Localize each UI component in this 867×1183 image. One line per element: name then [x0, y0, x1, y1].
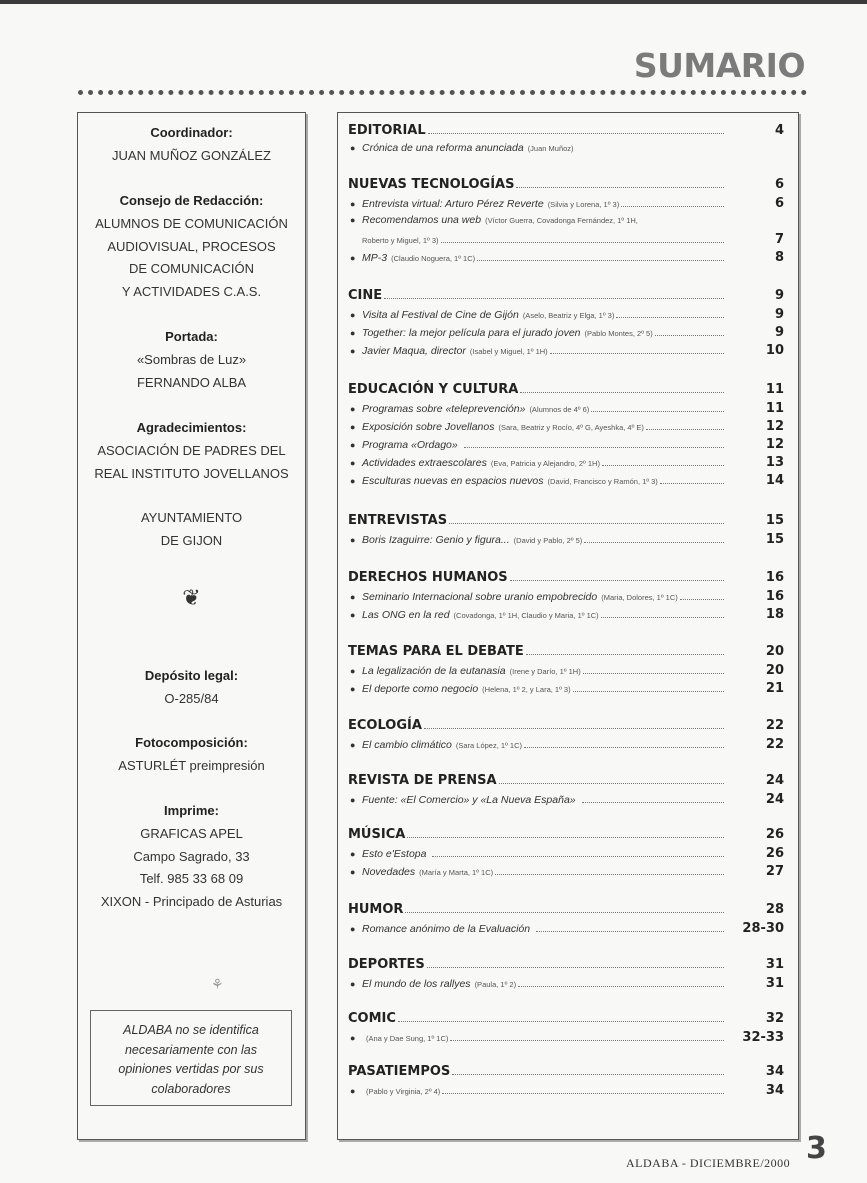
credit-line: Campo Sagrado, 33 [133, 848, 250, 864]
credit-line: ASOCIACIÓN DE PADRES DEL [97, 443, 286, 458]
bullet-icon: ● [350, 199, 356, 209]
entry-page: 21 [765, 681, 784, 696]
entry-title: Esto e'Estopa [362, 848, 427, 860]
entry-author: (María y Marta, 1º 1C) [419, 868, 494, 877]
section-page: 6 [774, 177, 784, 192]
section-title[interactable]: ECOLOGÍA [348, 718, 422, 733]
section-title[interactable]: TEMAS PARA EL DEBATE [348, 644, 524, 659]
entry-title: Programa «Ordago» [362, 439, 458, 451]
toc-entry[interactable] [348, 663, 784, 681]
credit-coordinator [78, 125, 305, 168]
entry-page: 31 [765, 976, 784, 991]
toc-entry[interactable] [348, 307, 784, 325]
entry-page: 14 [765, 473, 784, 488]
entry-page: 15 [765, 532, 784, 547]
entry-page: 8 [774, 250, 784, 265]
toc-entry[interactable] [348, 196, 784, 214]
section-page: 28 [765, 902, 784, 917]
bullet-icon: ● [350, 458, 356, 468]
page-number: 3 [806, 1131, 827, 1166]
entry-page: 12 [765, 437, 784, 452]
toc-entry[interactable] [348, 589, 784, 607]
bullet-icon: ● [350, 1086, 356, 1096]
credit-line: «Sombras de Luz» [136, 352, 247, 367]
entry-title: Exposición sobre Jovellanos [362, 421, 495, 433]
entry-page: 20 [765, 663, 784, 678]
entry-page: 10 [765, 343, 784, 358]
toc-section [348, 123, 784, 160]
bullet-icon: ● [350, 592, 356, 602]
credit-line: Y ACTIVIDADES C.A.S. [121, 283, 262, 299]
entry-page: 27 [765, 864, 784, 879]
entry-page: 7 [774, 232, 784, 247]
bullet-icon: ● [350, 253, 356, 263]
section-page: 16 [765, 570, 784, 585]
toc-entry[interactable] [348, 142, 784, 160]
toc-section [348, 902, 784, 939]
entry-page: 18 [765, 607, 784, 622]
toc-entry[interactable] [348, 455, 784, 473]
bullet-icon: ● [350, 328, 356, 338]
toc-section [348, 177, 784, 268]
toc-section [348, 773, 784, 810]
section-title[interactable]: DEPORTES [348, 957, 425, 972]
entry-page: 34 [765, 1083, 784, 1098]
section-title[interactable]: PASATIEMPOS [348, 1064, 451, 1079]
entry-title: El deporte como negocio [362, 683, 479, 695]
credits-panel [77, 112, 306, 1140]
toc-entry[interactable] [348, 864, 784, 882]
entry-page: 13 [765, 455, 784, 470]
section-page: 20 [765, 644, 784, 659]
entry-author: (Maria, Dolores, 1º 1C) [601, 593, 678, 602]
credit-line: REAL INSTITUTO JOVELLANOS [94, 465, 289, 481]
toc-entry[interactable] [348, 792, 784, 810]
credit-line: DE GIJON [160, 532, 223, 548]
credit-line: AUDIOVISUAL, PROCESOS [107, 238, 276, 254]
entry-title: Recomendamos una web [362, 214, 482, 226]
bullet-icon: ● [350, 795, 356, 805]
footer-issue: ALDABA - DICIEMBRE/2000 [626, 1156, 791, 1170]
toc-entry[interactable] [348, 473, 784, 491]
toc-entry[interactable] [348, 401, 784, 419]
entry-author: (David y Pablo, 2º 5) [513, 536, 583, 545]
fleuron-icon: ❦ [182, 585, 201, 610]
entry-title: Seminario Internacional sobre uranio empobrecido [362, 591, 598, 603]
bullet-icon: ● [350, 215, 356, 225]
credit-typesetting [78, 735, 305, 778]
section-page: 24 [765, 773, 784, 788]
entry-page: 16 [765, 589, 784, 604]
entry-page: 22 [765, 737, 784, 752]
entry-page: 12 [765, 419, 784, 434]
entry-title: Actividades extraescolares [362, 457, 487, 469]
section-title[interactable]: DERECHOS HUMANOS [348, 570, 508, 585]
entry-page: 32-33 [742, 1030, 784, 1045]
section-title[interactable]: EDITORIAL [348, 123, 426, 138]
entry-page: 28-30 [742, 921, 784, 936]
entry-author: (Isabel y Miguel, 1º 1H) [469, 347, 548, 356]
entry-title: Las ONG en la red [362, 609, 450, 621]
credit-line: Telf. 985 33 68 09 [139, 871, 244, 886]
bullet-icon: ● [350, 310, 356, 320]
toc-entry[interactable] [348, 976, 784, 994]
bullet-icon: ● [350, 476, 356, 486]
section-title[interactable]: MÚSICA [348, 827, 406, 842]
toc-section [348, 1064, 784, 1101]
bullet-icon: ● [350, 610, 356, 620]
entry-author: (Eva, Patricia y Alejandro, 2º 1H) [490, 459, 600, 468]
small-emblem-icon: ⚘ [211, 976, 224, 992]
section-page: 11 [765, 382, 784, 397]
toc-entry[interactable] [348, 607, 784, 625]
credit-line: O-285/84 [164, 691, 219, 706]
entry-author: (Silvia y Lorena, 1º 3) [547, 200, 620, 209]
entry-author: (Irene y Darío, 1º 1H) [509, 667, 581, 676]
toc-section [348, 957, 784, 994]
entry-title: Esculturas nuevas en espacios nuevos [362, 475, 544, 487]
entry-page: 9 [774, 307, 784, 322]
entry-page: 26 [765, 846, 784, 861]
entry-title: Crónica de una reforma anunciada [362, 142, 524, 154]
toc-section [348, 288, 784, 361]
credit-line: ASTURLÉT preimpresión [118, 758, 265, 773]
entry-author: Roberto y Miguel, 1º 3) [362, 236, 439, 245]
toc-entry[interactable] [348, 846, 784, 864]
toc-entry-continued [348, 232, 784, 250]
table-of-contents [337, 112, 799, 1140]
toc-section [348, 513, 784, 550]
disclaimer-box: ALDABA no se identifica necesariamente con las opiniones vertidas por sus colaboradores [90, 1010, 292, 1106]
entry-page: 24 [765, 792, 784, 807]
credit-acknowledgements [78, 420, 305, 485]
bullet-icon: ● [350, 404, 356, 414]
credit-heading: Depósito legal: [144, 668, 239, 683]
bullet-icon: ● [350, 440, 356, 450]
credit-line: ALUMNOS DE COMUNICACIÓN [95, 216, 288, 231]
toc-entry[interactable] [348, 681, 784, 699]
toc-section [348, 718, 784, 755]
bullet-icon: ● [350, 1033, 356, 1043]
section-title[interactable]: NUEVAS TECNOLOGÍAS [348, 177, 515, 192]
toc-section [348, 827, 784, 882]
section-title[interactable]: REVISTA DE PRENSA [348, 773, 497, 788]
toc-entry[interactable] [348, 250, 784, 268]
bullet-icon: ● [350, 143, 356, 153]
section-page: 26 [765, 827, 784, 842]
entry-title: MP-3 [362, 252, 388, 264]
entry-author: (Alumnos de 4º 6) [529, 405, 590, 414]
section-page: 34 [765, 1064, 784, 1079]
credit-line: AYUNTAMIENTO [140, 510, 243, 525]
bullet-icon: ● [350, 740, 356, 750]
section-title[interactable]: CINE [348, 288, 383, 303]
entry-title: La legalización de la eutanasia [362, 665, 506, 677]
section-page: 32 [765, 1011, 784, 1026]
toc-section [348, 1011, 784, 1048]
credit-cover [78, 329, 305, 394]
bullet-icon: ● [350, 666, 356, 676]
credit-heading: Fotocomposición: [135, 735, 248, 750]
entry-author: (Sara, Beatriz y Rocío, 4º G, Ayeshka, 4º E) [498, 423, 644, 432]
entry-author: (Juan Muñoz) [527, 144, 574, 153]
entry-author: (Víctor Guerra, Covadonga Fernández, 1º 1H, [485, 216, 638, 225]
entry-author: (Claudio Noguera, 1º 1C) [391, 254, 476, 263]
toc-entry[interactable] [348, 437, 784, 455]
page-title: SUMARIO [633, 46, 805, 85]
bullet-icon: ● [350, 346, 356, 356]
toc-entry[interactable] [348, 1030, 784, 1048]
section-page: 15 [765, 513, 784, 528]
bullet-icon: ● [350, 535, 356, 545]
credit-heading: Imprime: [164, 803, 219, 818]
entry-title: Novedades [362, 866, 416, 878]
entry-author: (Covadonga, 1º 1H, Claudio y Maria, 1º 1C) [453, 611, 599, 620]
entry-author: (Pablo y Virginia, 2º 4) [366, 1087, 441, 1096]
entry-author: (Sara López, 1º 1C) [455, 741, 522, 750]
entry-page: 11 [765, 401, 784, 416]
credit-city-council [78, 507, 305, 552]
entry-title: Romance anónimo de la Evaluación [362, 923, 531, 935]
section-title[interactable]: EDUCACIÓN Y CULTURA [348, 382, 519, 397]
section-title[interactable]: HUMOR [348, 902, 404, 917]
entry-title: Visita al Festival de Cine de Gijón [362, 309, 519, 321]
credit-heading: Coordinador: [150, 125, 233, 140]
entry-author: (Helena, 1º 2, y Lara, 1º 3) [482, 685, 571, 694]
toc-entry[interactable] [348, 343, 784, 361]
section-page: 22 [765, 718, 784, 733]
credit-line: DE COMUNICACIÓN [129, 261, 254, 276]
entry-author: (Ana y Dae Sung, 1º 1C) [366, 1034, 449, 1043]
entry-title: Programas sobre «teleprevención» [362, 403, 526, 415]
toc-section [348, 382, 784, 491]
credit-printer [78, 803, 305, 913]
entry-author: (David, Francisco y Ramón, 1º 3) [547, 477, 658, 486]
section-page: 31 [765, 957, 784, 972]
bullet-icon: ● [350, 684, 356, 694]
credit-line: XIXON - Principado de Asturias [100, 893, 283, 909]
bullet-icon: ● [350, 849, 356, 859]
entry-title: Boris Izaguirre: Genio y figura... [362, 534, 510, 546]
toc-entry[interactable] [348, 214, 784, 232]
bullet-icon: ● [350, 979, 356, 989]
section-page: 9 [774, 288, 784, 303]
bullet-icon: ● [350, 422, 356, 432]
credit-line: GRAFICAS APEL [140, 826, 243, 841]
credit-heading: Consejo de Redacción: [119, 193, 264, 208]
bullet-icon: ● [350, 924, 356, 934]
toc-entry[interactable] [348, 325, 784, 343]
section-title[interactable]: COMIC [348, 1011, 396, 1026]
toc-entry[interactable] [348, 532, 784, 550]
toc-entry[interactable] [348, 737, 784, 755]
credit-heading: Portada: [165, 329, 218, 344]
credit-line: JUAN MUÑOZ GONZÁLEZ [112, 148, 271, 163]
toc-section [348, 644, 784, 699]
section-title[interactable]: ENTREVISTAS [348, 513, 448, 528]
credit-editorial-board [78, 193, 305, 303]
toc-entry[interactable] [348, 1083, 784, 1101]
entry-title: El mundo de los rallyes [362, 978, 471, 990]
entry-author: (Paula, 1º 2) [474, 980, 517, 989]
toc-entry[interactable] [348, 419, 784, 437]
section-page: 4 [774, 123, 784, 138]
entry-title: Together: la mejor película para el jurado joven [362, 327, 581, 339]
bullet-icon: ● [350, 867, 356, 877]
entry-author: (Aselo, Beatriz y Elga, 1º 3) [522, 311, 615, 320]
toc-entry[interactable] [348, 921, 784, 939]
entry-title: Javier Maqua, director [362, 345, 466, 357]
entry-page: 9 [774, 325, 784, 340]
toc-section [348, 570, 784, 625]
entry-author: (Pablo Montes, 2º 5) [584, 329, 653, 338]
entry-page: 6 [774, 196, 784, 211]
credit-heading: Agradecimientos: [136, 420, 247, 435]
credit-line: FERNANDO ALBA [136, 374, 247, 390]
entry-title: Fuente: «El Comercio» y «La Nueva España» [362, 794, 576, 806]
dotted-divider [78, 90, 807, 96]
top-rule [0, 0, 867, 4]
entry-title: Entrevista virtual: Arturo Pérez Reverte [362, 198, 544, 210]
entry-title: El cambio climático [362, 739, 452, 751]
credit-legal-deposit [78, 668, 305, 711]
